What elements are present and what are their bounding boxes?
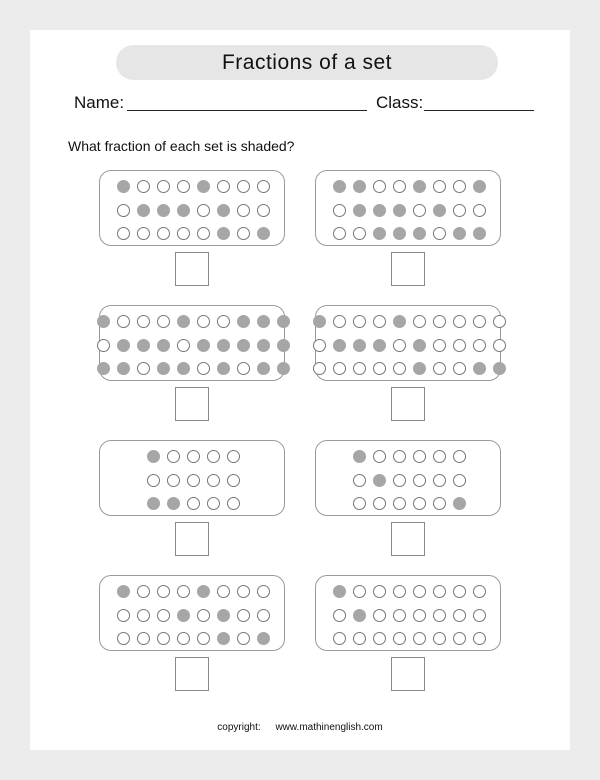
empty-circle [137, 585, 150, 598]
answer-box[interactable] [175, 522, 209, 556]
shaded-circle [413, 362, 426, 375]
shaded-circle [373, 227, 386, 240]
empty-circle [433, 450, 446, 463]
class-answer-line[interactable] [424, 110, 534, 111]
empty-circle [137, 362, 150, 375]
empty-circle [117, 632, 130, 645]
empty-circle [217, 180, 230, 193]
empty-circle [433, 609, 446, 622]
empty-circle [353, 497, 366, 510]
shaded-circle [117, 180, 130, 193]
empty-circle [237, 227, 250, 240]
empty-circle [197, 204, 210, 217]
worksheet-page [30, 30, 570, 750]
empty-circle [473, 609, 486, 622]
shaded-circle [177, 204, 190, 217]
empty-circle [433, 497, 446, 510]
empty-circle [313, 339, 326, 352]
empty-circle [373, 632, 386, 645]
empty-circle [177, 180, 190, 193]
shaded-circle [393, 227, 406, 240]
empty-circle [333, 632, 346, 645]
shaded-circle [257, 227, 270, 240]
footer [30, 722, 570, 733]
question-text: What fraction of each set is shaded? [68, 138, 295, 154]
empty-circle [177, 339, 190, 352]
shaded-circle [217, 632, 230, 645]
shaded-circle [333, 180, 346, 193]
empty-circle [453, 315, 466, 328]
empty-circle [413, 497, 426, 510]
shaded-circle [117, 362, 130, 375]
empty-circle [413, 632, 426, 645]
shaded-circle [137, 339, 150, 352]
empty-circle [393, 180, 406, 193]
empty-circle [257, 180, 270, 193]
empty-circle [473, 204, 486, 217]
shaded-circle [333, 339, 346, 352]
empty-circle [393, 585, 406, 598]
empty-circle [433, 474, 446, 487]
empty-circle [237, 362, 250, 375]
empty-circle [157, 180, 170, 193]
empty-circle [187, 450, 200, 463]
shaded-circle [433, 204, 446, 217]
empty-circle [473, 585, 486, 598]
shaded-circle [493, 362, 506, 375]
worksheet-title: Fractions of a set [116, 45, 498, 80]
empty-circle [453, 632, 466, 645]
empty-circle [177, 632, 190, 645]
shaded-circle [197, 339, 210, 352]
empty-circle [393, 609, 406, 622]
shaded-circle [237, 315, 250, 328]
shaded-circle [353, 180, 366, 193]
empty-circle [197, 609, 210, 622]
set-box [99, 170, 285, 246]
shaded-circle [137, 204, 150, 217]
shaded-circle [177, 609, 190, 622]
shaded-circle [177, 315, 190, 328]
empty-circle [453, 339, 466, 352]
empty-circle [373, 585, 386, 598]
empty-circle [413, 450, 426, 463]
empty-circle [217, 315, 230, 328]
empty-circle [167, 474, 180, 487]
answer-box[interactable] [391, 657, 425, 691]
answer-box[interactable] [175, 387, 209, 421]
shaded-circle [473, 227, 486, 240]
empty-circle [237, 204, 250, 217]
shaded-circle [373, 474, 386, 487]
shaded-circle [197, 585, 210, 598]
empty-circle [353, 632, 366, 645]
empty-circle [453, 180, 466, 193]
empty-circle [97, 339, 110, 352]
name-label: Name: [74, 93, 125, 112]
empty-circle [197, 227, 210, 240]
shaded-circle [157, 362, 170, 375]
empty-circle [333, 315, 346, 328]
shaded-circle [157, 339, 170, 352]
shaded-circle [353, 204, 366, 217]
empty-circle [353, 585, 366, 598]
shaded-circle [277, 339, 290, 352]
empty-circle [227, 450, 240, 463]
empty-circle [117, 227, 130, 240]
shaded-circle [157, 204, 170, 217]
shaded-circle [413, 227, 426, 240]
shaded-circle [217, 362, 230, 375]
empty-circle [313, 362, 326, 375]
set-box [315, 575, 501, 651]
answer-box[interactable] [391, 387, 425, 421]
empty-circle [333, 609, 346, 622]
shaded-circle [217, 204, 230, 217]
empty-circle [353, 474, 366, 487]
shaded-circle [473, 180, 486, 193]
shaded-circle [393, 315, 406, 328]
empty-circle [373, 609, 386, 622]
copyright-label: copyright: [217, 722, 261, 733]
empty-circle [157, 227, 170, 240]
empty-circle [117, 609, 130, 622]
empty-circle [137, 609, 150, 622]
shaded-circle [117, 339, 130, 352]
empty-circle [257, 609, 270, 622]
empty-circle [117, 204, 130, 217]
shaded-circle [313, 315, 326, 328]
empty-circle [373, 315, 386, 328]
shaded-circle [353, 339, 366, 352]
empty-circle [353, 227, 366, 240]
empty-circle [137, 180, 150, 193]
empty-circle [333, 204, 346, 217]
shaded-circle [453, 497, 466, 510]
empty-circle [227, 474, 240, 487]
empty-circle [187, 474, 200, 487]
shaded-circle [217, 609, 230, 622]
shaded-circle [277, 315, 290, 328]
empty-circle [493, 339, 506, 352]
empty-circle [207, 450, 220, 463]
empty-circle [137, 315, 150, 328]
empty-circle [393, 474, 406, 487]
set-box [99, 575, 285, 651]
class-label: Class: [376, 93, 424, 112]
set-box [99, 305, 285, 381]
empty-circle [117, 315, 130, 328]
website-text: www.mathinenglish.com [275, 722, 383, 733]
shaded-circle [277, 362, 290, 375]
shaded-circle [257, 362, 270, 375]
empty-circle [433, 339, 446, 352]
empty-circle [333, 362, 346, 375]
empty-circle [413, 315, 426, 328]
empty-circle [157, 609, 170, 622]
set-box [315, 440, 501, 516]
empty-circle [177, 585, 190, 598]
shaded-circle [177, 362, 190, 375]
empty-circle [393, 362, 406, 375]
empty-circle [237, 609, 250, 622]
shaded-circle [197, 180, 210, 193]
empty-circle [137, 632, 150, 645]
empty-circle [413, 474, 426, 487]
shaded-circle [373, 204, 386, 217]
empty-circle [413, 609, 426, 622]
empty-circle [393, 632, 406, 645]
empty-circle [177, 227, 190, 240]
empty-circle [147, 474, 160, 487]
shaded-circle [257, 632, 270, 645]
shaded-circle [167, 497, 180, 510]
empty-circle [433, 632, 446, 645]
shaded-circle [237, 339, 250, 352]
empty-circle [433, 585, 446, 598]
empty-circle [433, 362, 446, 375]
empty-circle [197, 315, 210, 328]
empty-circle [473, 339, 486, 352]
empty-circle [227, 497, 240, 510]
empty-circle [217, 585, 230, 598]
empty-circle [413, 585, 426, 598]
empty-circle [393, 450, 406, 463]
empty-circle [237, 632, 250, 645]
empty-circle [433, 315, 446, 328]
empty-circle [353, 315, 366, 328]
answer-box[interactable] [391, 252, 425, 286]
shaded-circle [413, 339, 426, 352]
empty-circle [433, 180, 446, 193]
shaded-circle [97, 362, 110, 375]
empty-circle [473, 315, 486, 328]
empty-circle [333, 227, 346, 240]
set-box [99, 440, 285, 516]
shaded-circle [453, 227, 466, 240]
empty-circle [453, 609, 466, 622]
empty-circle [207, 474, 220, 487]
empty-circle [197, 362, 210, 375]
empty-circle [257, 585, 270, 598]
shaded-circle [413, 180, 426, 193]
set-box [315, 305, 501, 381]
empty-circle [167, 450, 180, 463]
empty-circle [157, 315, 170, 328]
shaded-circle [353, 609, 366, 622]
empty-circle [453, 450, 466, 463]
empty-circle [187, 497, 200, 510]
empty-circle [473, 632, 486, 645]
empty-circle [393, 339, 406, 352]
shaded-circle [147, 497, 160, 510]
empty-circle [373, 497, 386, 510]
empty-circle [453, 204, 466, 217]
set-box [315, 170, 501, 246]
shaded-circle [353, 450, 366, 463]
empty-circle [353, 362, 366, 375]
empty-circle [373, 180, 386, 193]
empty-circle [237, 585, 250, 598]
shaded-circle [333, 585, 346, 598]
shaded-circle [217, 227, 230, 240]
empty-circle [393, 497, 406, 510]
shaded-circle [373, 339, 386, 352]
empty-circle [207, 497, 220, 510]
shaded-circle [257, 315, 270, 328]
shaded-circle [217, 339, 230, 352]
shaded-circle [147, 450, 160, 463]
answer-box[interactable] [175, 252, 209, 286]
answer-box[interactable] [391, 522, 425, 556]
empty-circle [493, 315, 506, 328]
empty-circle [433, 227, 446, 240]
empty-circle [453, 474, 466, 487]
shaded-circle [97, 315, 110, 328]
empty-circle [157, 585, 170, 598]
name-class-row [74, 90, 554, 114]
empty-circle [453, 362, 466, 375]
empty-circle [197, 632, 210, 645]
name-answer-line[interactable] [127, 110, 367, 111]
answer-box[interactable] [175, 657, 209, 691]
shaded-circle [117, 585, 130, 598]
empty-circle [237, 180, 250, 193]
empty-circle [373, 362, 386, 375]
empty-circle [157, 632, 170, 645]
empty-circle [137, 227, 150, 240]
shaded-circle [473, 362, 486, 375]
empty-circle [453, 585, 466, 598]
shaded-circle [257, 339, 270, 352]
shaded-circle [393, 204, 406, 217]
empty-circle [257, 204, 270, 217]
empty-circle [373, 450, 386, 463]
empty-circle [413, 204, 426, 217]
